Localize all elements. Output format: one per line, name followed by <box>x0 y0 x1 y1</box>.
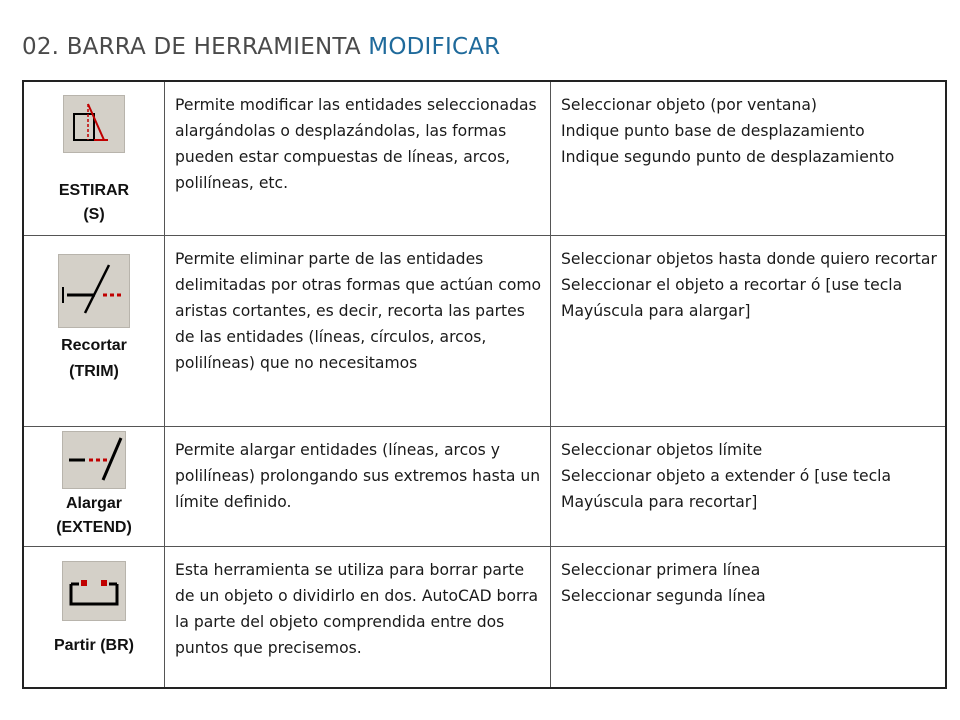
table-row <box>23 427 946 547</box>
steps-cell <box>551 547 947 689</box>
tool-name: Partir (BR) <box>53 637 134 654</box>
title-accent: MODIFICAR <box>368 34 501 60</box>
tool-description: Permite eliminar parte de las entidades delimitadas por otras formas que actúan como aristas cortantes, es decir, recorta las partes de las entidades (líneas, círculos, arcos, polilíneas) que no necesitamos <box>175 250 542 372</box>
title-main: 02. BARRA DE HERRAMIENTA <box>22 34 369 60</box>
table-row <box>23 81 946 236</box>
description-cell <box>165 427 551 547</box>
tool-cell <box>23 81 165 236</box>
tool-description: Esta herramienta se utiliza para borrar parte de un objeto o dividirlo en dos. AutoCAD borra la parte del objeto comprendida entre dos puntos que precisemos. <box>175 561 539 657</box>
tool-cell <box>23 236 165 427</box>
step-text: Seleccionar objetos límite <box>561 441 763 459</box>
step-text: Seleccionar segunda línea <box>561 587 766 605</box>
tool-description: Permite alargar entidades (líneas, arcos y polilíneas) prolongando sus extremos hasta un límite definido. <box>175 441 541 511</box>
tool-cell <box>23 427 165 547</box>
tool-cell <box>23 547 165 689</box>
extend-icon <box>62 431 126 489</box>
table-row <box>23 236 946 427</box>
tool-description: Permite modificar las entidades seleccionadas alargándolas o desplazándolas, las formas pueden estar compuestas de líneas, arcos, polilíneas, etc. <box>175 96 537 192</box>
description-cell <box>165 236 551 427</box>
step-text: Indique segundo punto de desplazamiento <box>561 148 895 166</box>
step-text: Seleccionar el objeto a recortar ó [use tecla Mayúscula para alargar] <box>561 276 903 320</box>
description-cell <box>165 547 551 689</box>
tool-name: Recortar <box>61 337 127 354</box>
tool-shortcut: (EXTEND) <box>56 519 132 536</box>
step-text: Seleccionar primera línea <box>561 561 761 579</box>
page-title <box>22 34 500 60</box>
stretch-icon <box>63 95 125 153</box>
step-text: Seleccionar objetos hasta donde quiero recortar <box>561 250 937 268</box>
table-row <box>23 547 946 689</box>
trim-icon <box>58 254 130 328</box>
step-text: Seleccionar objeto (por ventana) <box>561 96 818 114</box>
tool-name: ESTIRAR <box>58 182 130 199</box>
modify-tools-table <box>22 80 947 689</box>
steps-cell <box>551 236 947 427</box>
steps-cell <box>551 81 947 236</box>
description-cell <box>165 81 551 236</box>
tool-shortcut: (TRIM) <box>69 363 119 380</box>
break-icon <box>62 561 126 621</box>
step-text: Indique punto base de desplazamiento <box>561 122 865 140</box>
tool-name: Alargar <box>65 495 123 512</box>
tool-shortcut: (S) <box>83 206 105 223</box>
step-text: Seleccionar objeto a extender ó [use tecla Mayúscula para recortar] <box>561 467 892 511</box>
steps-cell <box>551 427 947 547</box>
